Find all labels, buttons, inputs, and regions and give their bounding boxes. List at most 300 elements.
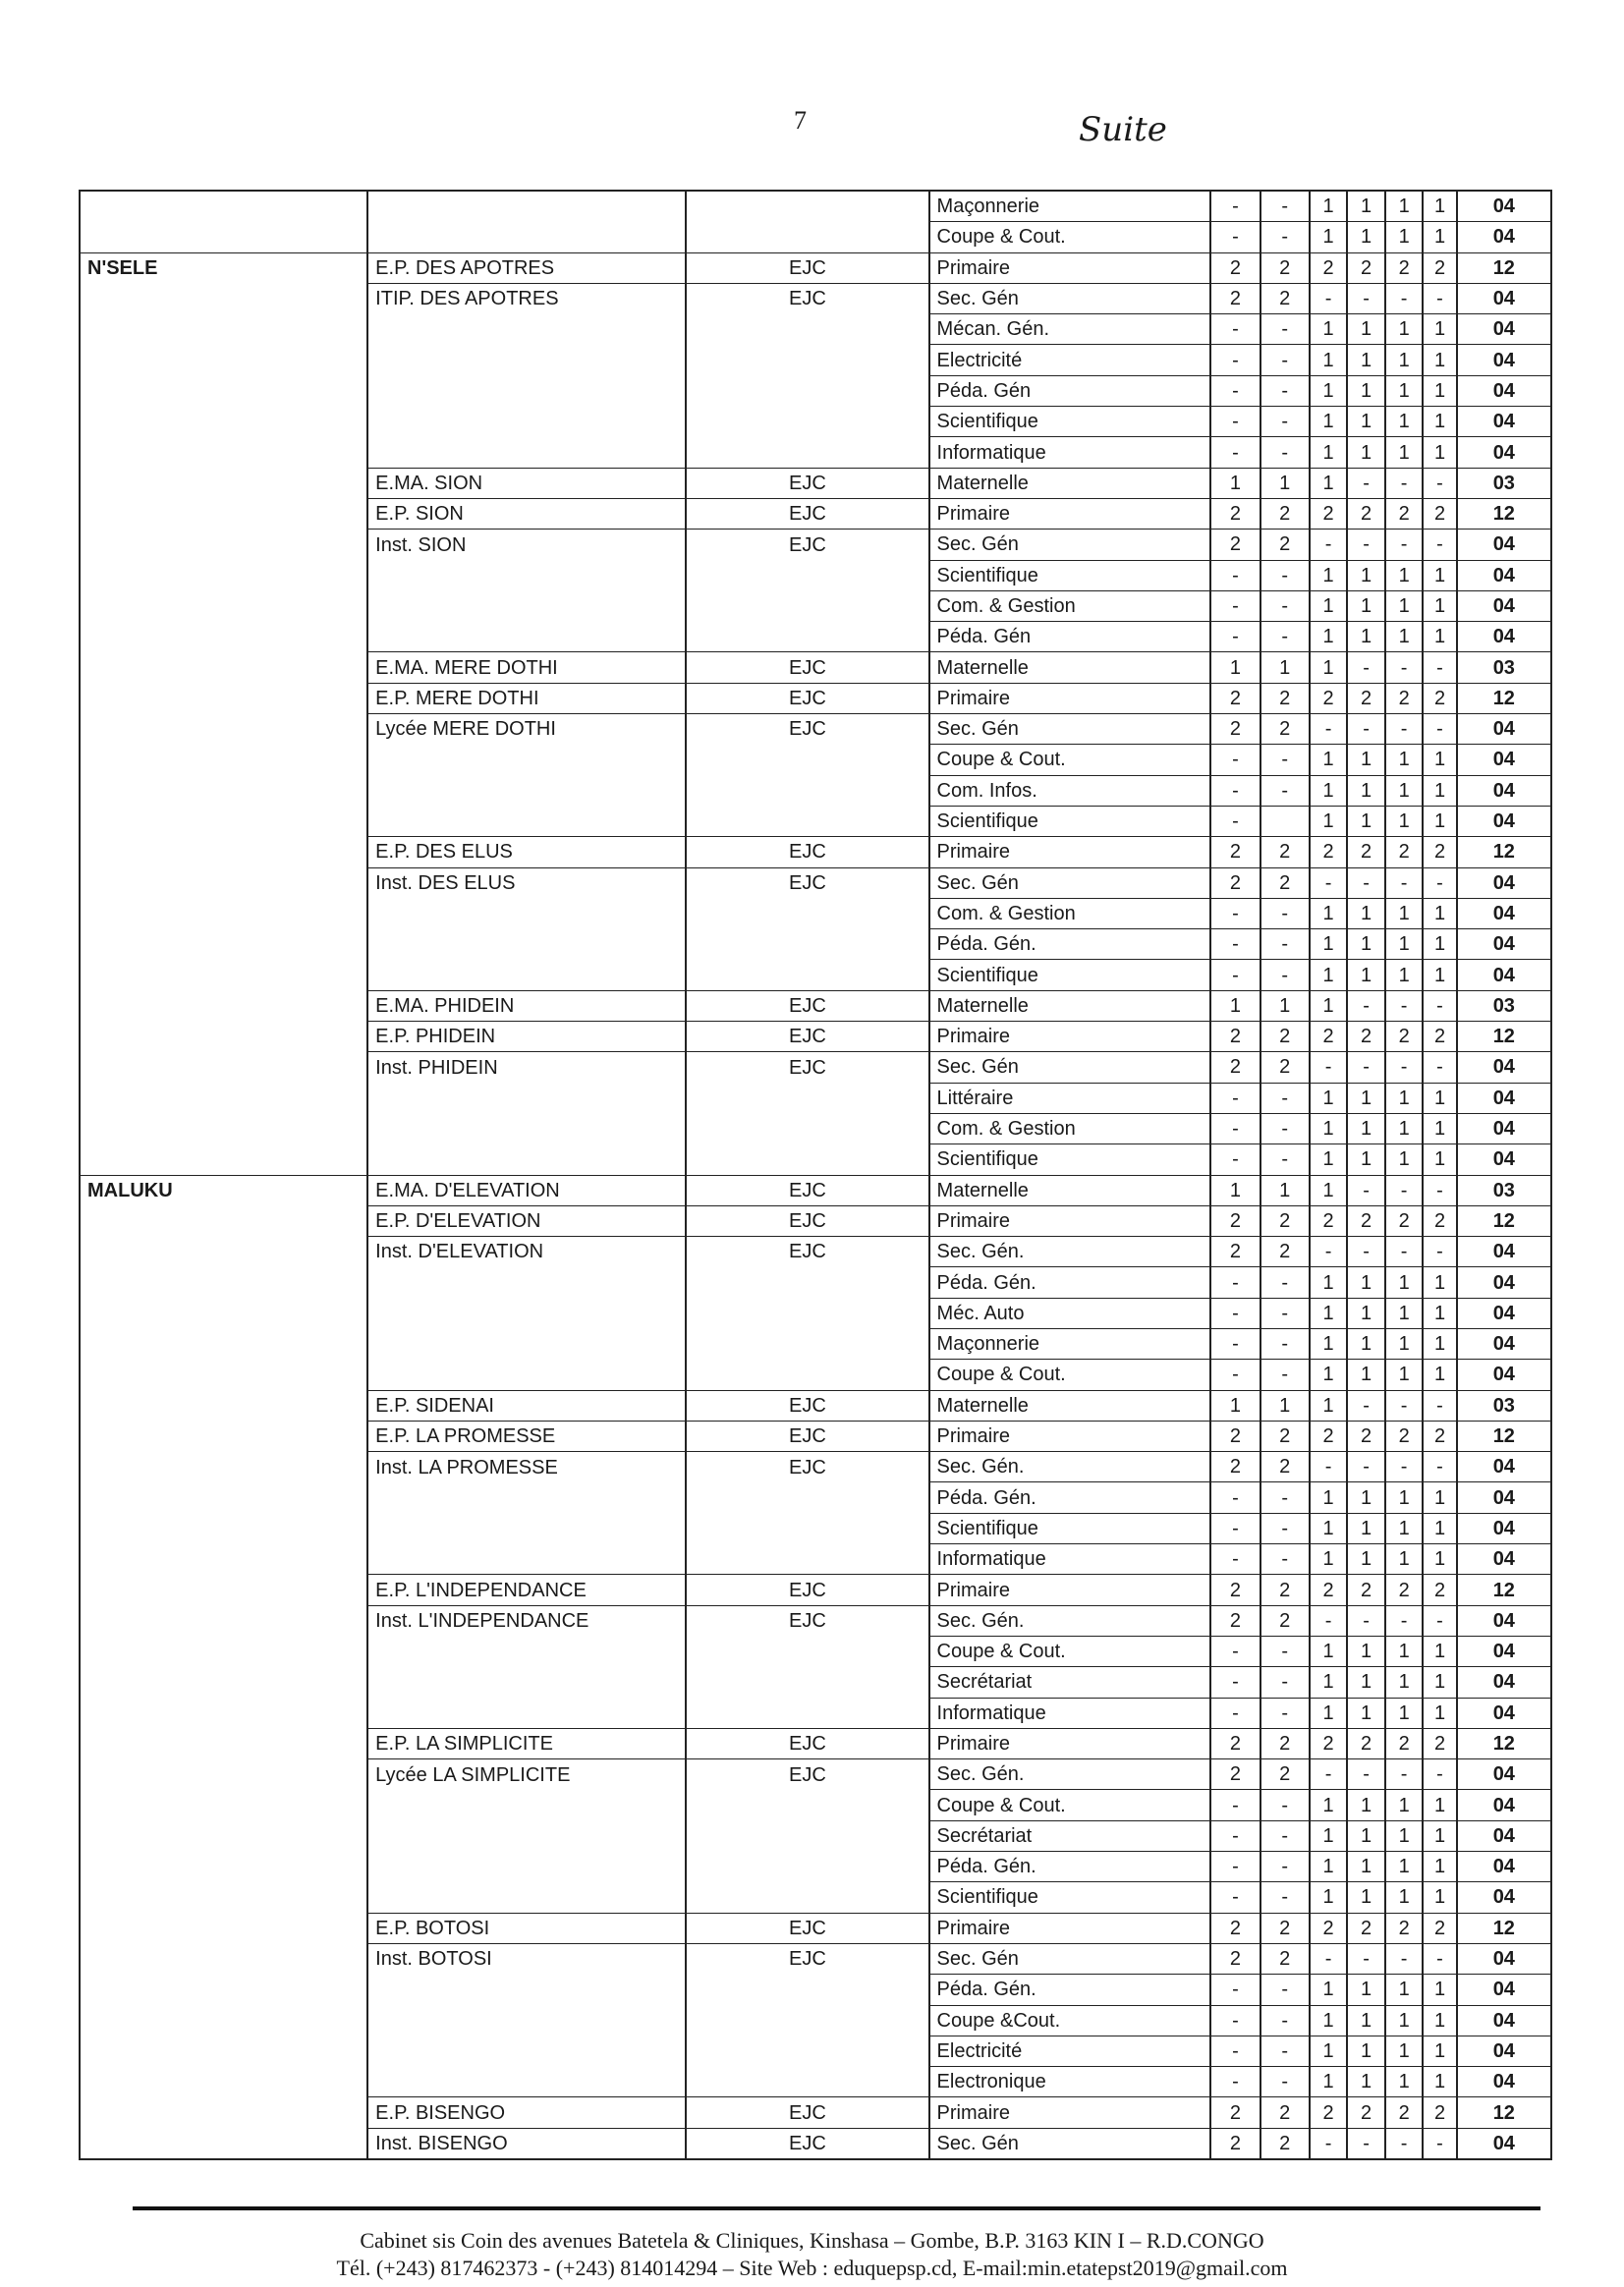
value-cell: - — [1423, 1605, 1456, 1636]
region-cell — [80, 837, 367, 867]
value-cell: 1 — [1310, 1144, 1348, 1175]
owner-cell — [686, 1667, 928, 1698]
value-cell: 1 — [1385, 2067, 1424, 2097]
value-cell: - — [1347, 2128, 1385, 2159]
total-cell: 04 — [1457, 1943, 1551, 1974]
option-cell: Mécan. Gén. — [929, 314, 1211, 345]
total-cell: 12 — [1457, 1575, 1551, 1605]
value-cell: 1 — [1310, 1298, 1348, 1328]
total-cell: 04 — [1457, 1820, 1551, 1851]
total-cell: 03 — [1457, 652, 1551, 683]
region-cell — [80, 775, 367, 806]
value-cell: - — [1347, 1390, 1385, 1421]
value-cell: - — [1210, 1513, 1260, 1543]
school-cell — [367, 1113, 686, 1144]
page-number: 7 — [794, 106, 807, 135]
owner-cell — [686, 745, 928, 775]
value-cell: 1 — [1347, 745, 1385, 775]
school-cell: E.P. SION — [367, 498, 686, 529]
value-cell: 2 — [1423, 1913, 1456, 1943]
value-cell: 1 — [1347, 1698, 1385, 1728]
value-cell: - — [1260, 1544, 1310, 1575]
value-cell: - — [1260, 1298, 1310, 1328]
owner-cell: EJC — [686, 1052, 928, 1083]
value-cell: 1 — [1310, 2036, 1348, 2066]
value-cell: - — [1347, 1237, 1385, 1267]
value-cell: 2 — [1260, 837, 1310, 867]
total-cell: 04 — [1457, 1113, 1551, 1144]
option-cell: Primaire — [929, 1575, 1211, 1605]
value-cell: 2 — [1385, 252, 1424, 283]
value-cell: 1 — [1310, 1482, 1348, 1513]
region-cell — [80, 2036, 367, 2066]
table-row — [80, 960, 1551, 990]
value-cell: - — [1210, 375, 1260, 406]
region-cell — [80, 1882, 367, 1913]
school-cell — [367, 590, 686, 621]
option-cell: Primaire — [929, 498, 1211, 529]
value-cell: 1 — [1310, 1820, 1348, 1851]
table-row — [80, 898, 1551, 928]
school-cell: Lycée LA SIMPLICITE — [367, 1759, 686, 1790]
owner-cell: EJC — [686, 714, 928, 745]
value-cell: 2 — [1210, 252, 1260, 283]
option-cell: Scientifique — [929, 960, 1211, 990]
owner-cell — [686, 2067, 928, 2097]
owner-cell — [686, 960, 928, 990]
table-row — [80, 1328, 1551, 1359]
value-cell: - — [1385, 714, 1424, 745]
table-row — [80, 2036, 1551, 2066]
value-cell: 1 — [1210, 468, 1260, 498]
value-cell: 1 — [1385, 1975, 1424, 2005]
value-cell: - — [1423, 1390, 1456, 1421]
table-row — [80, 590, 1551, 621]
region-cell — [80, 437, 367, 468]
total-cell: 04 — [1457, 1605, 1551, 1636]
region-cell — [80, 929, 367, 960]
value-cell: 2 — [1310, 2097, 1348, 2128]
value-cell: - — [1423, 1943, 1456, 1974]
option-cell: Sec. Gén — [929, 714, 1211, 745]
table-row — [80, 2128, 1551, 2159]
value-cell: - — [1260, 1820, 1310, 1851]
total-cell: 04 — [1457, 2036, 1551, 2066]
value-cell: 1 — [1347, 407, 1385, 437]
option-cell: Sec. Gén — [929, 1052, 1211, 1083]
value-cell: 1 — [1423, 560, 1456, 590]
region-cell — [80, 345, 367, 375]
school-cell — [367, 622, 686, 652]
footer-contact: Tél. (+243) 817462373 - (+243) 814014294 – Site Web : eduquepsp.cd, E-mail:min.etatepst2019@gmail.com — [336, 2256, 1288, 2280]
table-row — [80, 1175, 1551, 1205]
school-cell: E.P. D'ELEVATION — [367, 1205, 686, 1236]
option-cell: Maçonnerie — [929, 191, 1211, 222]
option-cell: Sec. Gén — [929, 530, 1211, 560]
table-row — [80, 2005, 1551, 2036]
value-cell: - — [1210, 1144, 1260, 1175]
value-cell: 2 — [1347, 1205, 1385, 1236]
value-cell: - — [1260, 590, 1310, 621]
owner-cell — [686, 1513, 928, 1543]
value-cell: - — [1423, 1052, 1456, 1083]
owner-cell — [686, 314, 928, 345]
value-cell: - — [1310, 714, 1348, 745]
school-cell: Inst. L'INDEPENDANCE — [367, 1605, 686, 1636]
total-cell: 04 — [1457, 407, 1551, 437]
value-cell: - — [1423, 2128, 1456, 2159]
value-cell: 2 — [1310, 837, 1348, 867]
value-cell: 1 — [1310, 468, 1348, 498]
value-cell: 1 — [1347, 375, 1385, 406]
school-cell — [367, 1852, 686, 1882]
value-cell: 2 — [1210, 1575, 1260, 1605]
owner-cell — [686, 1698, 928, 1728]
value-cell: 1 — [1423, 191, 1456, 222]
table-row — [80, 1698, 1551, 1728]
region-cell — [80, 714, 367, 745]
total-cell: 04 — [1457, 530, 1551, 560]
value-cell: 2 — [1210, 1052, 1260, 1083]
total-cell: 04 — [1457, 1452, 1551, 1482]
table-row — [80, 437, 1551, 468]
total-cell: 04 — [1457, 1882, 1551, 1913]
value-cell: 1 — [1385, 2005, 1424, 2036]
option-cell: Maçonnerie — [929, 1328, 1211, 1359]
value-cell: 1 — [1423, 1636, 1456, 1666]
option-cell: Primaire — [929, 252, 1211, 283]
value-cell: 1 — [1423, 222, 1456, 252]
value-cell: 1 — [1310, 437, 1348, 468]
school-cell: Inst. BOTOSI — [367, 1943, 686, 1974]
value-cell: - — [1347, 867, 1385, 898]
region-cell — [80, 1328, 367, 1359]
value-cell: 1 — [1423, 1113, 1456, 1144]
value-cell: 2 — [1210, 714, 1260, 745]
value-cell: 1 — [1423, 1820, 1456, 1851]
table-row — [80, 622, 1551, 652]
value-cell: 1 — [1347, 2067, 1385, 2097]
option-cell: Coupe & Cout. — [929, 745, 1211, 775]
value-cell: - — [1210, 2005, 1260, 2036]
value-cell: 2 — [1260, 2097, 1310, 2128]
table-row — [80, 345, 1551, 375]
total-cell: 12 — [1457, 1205, 1551, 1236]
value-cell: - — [1210, 1975, 1260, 2005]
school-cell — [367, 1698, 686, 1728]
value-cell: - — [1385, 1390, 1424, 1421]
continuation-note: Suite — [1079, 110, 1167, 149]
value-cell: 2 — [1260, 1205, 1310, 1236]
value-cell: - — [1210, 590, 1260, 621]
value-cell: 2 — [1210, 498, 1260, 529]
region-cell — [80, 1852, 367, 1882]
school-cell — [367, 222, 686, 252]
value-cell: - — [1210, 745, 1260, 775]
value-cell: 1 — [1423, 590, 1456, 621]
option-cell: Sec. Gén. — [929, 1237, 1211, 1267]
value-cell: 1 — [1310, 1790, 1348, 1820]
option-cell: Sec. Gén — [929, 2128, 1211, 2159]
option-cell: Maternelle — [929, 652, 1211, 683]
option-cell: Electricité — [929, 345, 1211, 375]
value-cell: 1 — [1385, 1482, 1424, 1513]
value-cell: 2 — [1210, 1759, 1260, 1790]
option-cell: Scientifique — [929, 1144, 1211, 1175]
value-cell: 1 — [1310, 622, 1348, 652]
value-cell: - — [1260, 345, 1310, 375]
value-cell: 1 — [1310, 222, 1348, 252]
owner-cell — [686, 1328, 928, 1359]
value-cell: 1 — [1347, 1882, 1385, 1913]
total-cell: 12 — [1457, 837, 1551, 867]
total-cell: 12 — [1457, 498, 1551, 529]
region-cell — [80, 960, 367, 990]
school-cell: Inst. DES ELUS — [367, 867, 686, 898]
owner-cell: EJC — [686, 1913, 928, 1943]
owner-cell: EJC — [686, 837, 928, 867]
value-cell: 1 — [1385, 1852, 1424, 1882]
value-cell: 1 — [1423, 437, 1456, 468]
value-cell: - — [1423, 1452, 1456, 1482]
value-cell: - — [1347, 1943, 1385, 1974]
owner-cell — [686, 1360, 928, 1390]
owner-cell: EJC — [686, 1390, 928, 1421]
region-cell — [80, 1144, 367, 1175]
owner-cell — [686, 929, 928, 960]
school-cell: E.P. DES ELUS — [367, 837, 686, 867]
total-cell: 04 — [1457, 1328, 1551, 1359]
value-cell: 2 — [1310, 1728, 1348, 1758]
region-cell: N'SELE — [80, 252, 367, 283]
value-cell: - — [1260, 314, 1310, 345]
value-cell: 1 — [1385, 1544, 1424, 1575]
value-cell: 1 — [1423, 1482, 1456, 1513]
owner-cell: EJC — [686, 1728, 928, 1758]
value-cell: - — [1310, 1052, 1348, 1083]
value-cell: - — [1347, 1175, 1385, 1205]
table-row — [80, 775, 1551, 806]
value-cell: 1 — [1423, 2005, 1456, 2036]
value-cell: 2 — [1260, 1943, 1310, 1974]
value-cell: - — [1347, 1052, 1385, 1083]
table-row — [80, 929, 1551, 960]
value-cell: - — [1210, 1083, 1260, 1113]
value-cell: - — [1310, 1605, 1348, 1636]
owner-cell: EJC — [686, 1575, 928, 1605]
region-cell — [80, 2067, 367, 2097]
value-cell: 2 — [1347, 1421, 1385, 1451]
value-cell: - — [1210, 1698, 1260, 1728]
total-cell: 12 — [1457, 1728, 1551, 1758]
value-cell: - — [1260, 375, 1310, 406]
value-cell: - — [1210, 314, 1260, 345]
school-cell: Inst. D'ELEVATION — [367, 1237, 686, 1267]
owner-cell — [686, 1852, 928, 1882]
region-cell — [80, 1022, 367, 1052]
value-cell: 1 — [1423, 2067, 1456, 2097]
school-cell — [367, 929, 686, 960]
school-cell: E.MA. D'ELEVATION — [367, 1175, 686, 1205]
value-cell: - — [1260, 1267, 1310, 1298]
value-cell: - — [1385, 2128, 1424, 2159]
table-row — [80, 1452, 1551, 1482]
value-cell: - — [1423, 1759, 1456, 1790]
school-cell — [367, 560, 686, 590]
value-cell: 2 — [1347, 252, 1385, 283]
value-cell: 1 — [1385, 407, 1424, 437]
value-cell: 2 — [1260, 867, 1310, 898]
table-row — [80, 1144, 1551, 1175]
owner-cell: EJC — [686, 1022, 928, 1052]
table-row — [80, 837, 1551, 867]
value-cell: - — [1260, 560, 1310, 590]
total-cell: 04 — [1457, 1636, 1551, 1666]
value-cell: 1 — [1423, 1852, 1456, 1882]
table-row — [80, 283, 1551, 313]
value-cell: 1 — [1423, 407, 1456, 437]
option-cell: Sec. Gén. — [929, 1452, 1211, 1482]
value-cell: - — [1423, 714, 1456, 745]
table-row — [80, 1205, 1551, 1236]
total-cell: 04 — [1457, 314, 1551, 345]
value-cell: 2 — [1310, 1575, 1348, 1605]
value-cell: - — [1385, 1452, 1424, 1482]
value-cell: - — [1385, 1052, 1424, 1083]
value-cell: 1 — [1310, 590, 1348, 621]
region-cell — [80, 590, 367, 621]
value-cell: - — [1210, 960, 1260, 990]
option-cell: Electricité — [929, 2036, 1211, 2066]
table-row — [80, 1820, 1551, 1851]
owner-cell: EJC — [686, 1759, 928, 1790]
table-row — [80, 222, 1551, 252]
table-row — [80, 1083, 1551, 1113]
region-cell — [80, 1667, 367, 1698]
value-cell: 1 — [1385, 1667, 1424, 1698]
school-cell — [367, 1975, 686, 2005]
table-row — [80, 1975, 1551, 2005]
total-cell: 04 — [1457, 2067, 1551, 2097]
value-cell: 1 — [1385, 622, 1424, 652]
value-cell: - — [1310, 1759, 1348, 1790]
owner-cell — [686, 1298, 928, 1328]
option-cell: Secrétariat — [929, 1667, 1211, 1698]
value-cell: - — [1347, 468, 1385, 498]
value-cell: 1 — [1347, 1636, 1385, 1666]
value-cell: 2 — [1310, 1913, 1348, 1943]
value-cell: 2 — [1260, 1421, 1310, 1451]
value-cell: 1 — [1385, 314, 1424, 345]
region-cell — [80, 468, 367, 498]
value-cell: 1 — [1347, 929, 1385, 960]
table-row — [80, 990, 1551, 1021]
value-cell: 1 — [1310, 1267, 1348, 1298]
value-cell: 1 — [1385, 1083, 1424, 1113]
value-cell: 1 — [1210, 1175, 1260, 1205]
value-cell: - — [1210, 1882, 1260, 1913]
value-cell: 1 — [1347, 806, 1385, 836]
total-cell: 04 — [1457, 1237, 1551, 1267]
table-row — [80, 1667, 1551, 1698]
school-cell: Inst. SION — [367, 530, 686, 560]
value-cell: - — [1347, 1452, 1385, 1482]
school-cell — [367, 898, 686, 928]
value-cell: - — [1260, 1328, 1310, 1359]
value-cell: - — [1260, 1482, 1310, 1513]
table-row — [80, 498, 1551, 529]
value-cell: - — [1260, 1882, 1310, 1913]
value-cell: - — [1423, 990, 1456, 1021]
region-cell — [80, 560, 367, 590]
value-cell: 2 — [1385, 1913, 1424, 1943]
value-cell: - — [1260, 898, 1310, 928]
table-row — [80, 1790, 1551, 1820]
option-cell: Sec. Gén — [929, 1943, 1211, 1974]
total-cell: 04 — [1457, 1360, 1551, 1390]
total-cell: 04 — [1457, 560, 1551, 590]
table-row — [80, 1360, 1551, 1390]
region-cell — [80, 867, 367, 898]
school-cell — [367, 1544, 686, 1575]
school-cell: E.P. BISENGO — [367, 2097, 686, 2128]
value-cell: 1 — [1385, 929, 1424, 960]
value-cell: 1 — [1347, 222, 1385, 252]
value-cell: 2 — [1260, 283, 1310, 313]
value-cell: - — [1260, 1513, 1310, 1543]
total-cell: 04 — [1457, 806, 1551, 836]
value-cell: 1 — [1385, 1636, 1424, 1666]
value-cell: 2 — [1210, 867, 1260, 898]
value-cell: 1 — [1347, 898, 1385, 928]
school-cell: Inst. PHIDEIN — [367, 1052, 686, 1083]
value-cell: 1 — [1423, 1144, 1456, 1175]
option-cell: Primaire — [929, 837, 1211, 867]
total-cell: 04 — [1457, 283, 1551, 313]
value-cell: 1 — [1347, 775, 1385, 806]
value-cell: - — [1210, 2036, 1260, 2066]
value-cell: 1 — [1385, 1790, 1424, 1820]
region-cell — [80, 1943, 367, 1974]
value-cell: 2 — [1210, 1452, 1260, 1482]
owner-cell: EJC — [686, 1421, 928, 1451]
owner-cell — [686, 1113, 928, 1144]
region-cell — [80, 1052, 367, 1083]
value-cell: 2 — [1210, 283, 1260, 313]
region-cell — [80, 1636, 367, 1666]
value-cell: 1 — [1310, 806, 1348, 836]
total-cell: 04 — [1457, 1482, 1551, 1513]
option-cell: Péda. Gén. — [929, 1975, 1211, 2005]
value-cell: 1 — [1260, 1175, 1310, 1205]
value-cell: 1 — [1347, 1667, 1385, 1698]
value-cell: 1 — [1210, 990, 1260, 1021]
value-cell: 1 — [1310, 1083, 1348, 1113]
table-row — [80, 1513, 1551, 1543]
total-cell: 04 — [1457, 1083, 1551, 1113]
school-cell: E.P. LA PROMESSE — [367, 1421, 686, 1451]
option-cell: Péda. Gén. — [929, 1267, 1211, 1298]
region-cell — [80, 898, 367, 928]
total-cell: 03 — [1457, 1175, 1551, 1205]
value-cell: - — [1210, 898, 1260, 928]
value-cell: 2 — [1210, 1022, 1260, 1052]
value-cell: 2 — [1210, 1205, 1260, 1236]
value-cell: - — [1347, 1759, 1385, 1790]
option-cell: Scientifique — [929, 806, 1211, 836]
value-cell: 1 — [1385, 806, 1424, 836]
owner-cell: EJC — [686, 1205, 928, 1236]
